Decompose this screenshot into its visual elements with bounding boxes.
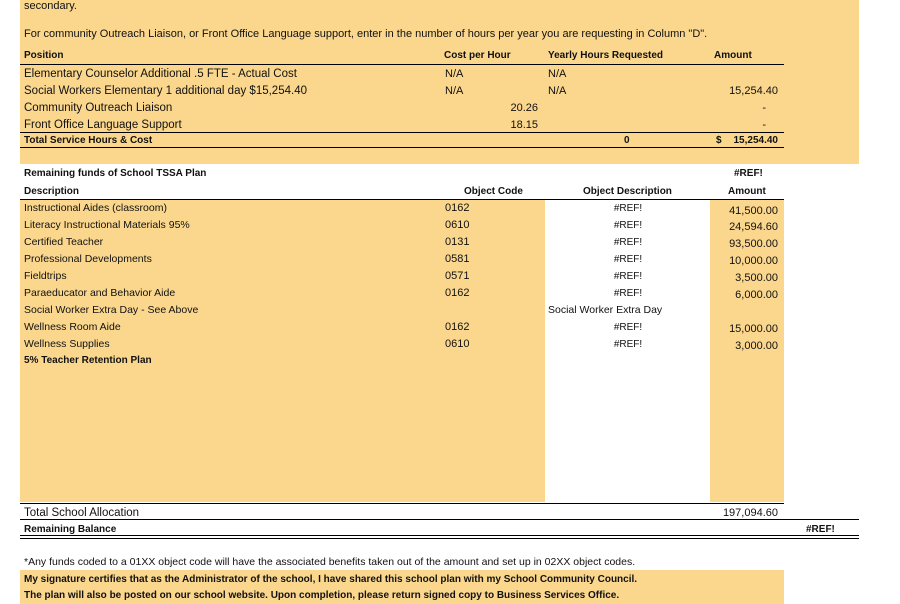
item-4-code[interactable]: 0581: [445, 253, 470, 265]
positions-header-amount: Amount: [714, 50, 752, 61]
item-5-description[interactable]: Fieldtrips: [24, 270, 67, 282]
item-7-description[interactable]: Social Worker Extra Day - See Above: [24, 304, 199, 316]
item-8-description[interactable]: Wellness Room Aide: [24, 321, 121, 333]
item-7-objdesc[interactable]: Social Worker Extra Day: [548, 304, 663, 316]
allocation-bottom-rule: [20, 519, 859, 520]
instruction-line-2: For community Outreach Liaison, or Front Office Language support, enter in the number of hours per year you are requesting in Column "D".: [24, 28, 708, 40]
item-2-description[interactable]: Literacy Instructional Materials 95%: [24, 219, 190, 231]
item-3-objdesc[interactable]: #REF!: [613, 237, 643, 248]
position-row-3-name[interactable]: Community Outreach Liaison: [24, 102, 173, 114]
positions-total-currency: $: [716, 135, 722, 146]
remaining-balance-value: #REF!: [806, 524, 835, 535]
position-row-4-amount[interactable]: -: [762, 119, 766, 131]
item-5-code[interactable]: 0571: [445, 270, 470, 282]
remaining-funds-value: #REF!: [734, 168, 763, 179]
item-2-code[interactable]: 0610: [445, 219, 470, 231]
item-5-objdesc[interactable]: #REF!: [613, 271, 643, 282]
total-allocation-label: Total School Allocation: [24, 507, 140, 519]
item-9-objdesc[interactable]: #REF!: [613, 339, 643, 350]
item-8-objdesc[interactable]: #REF!: [613, 322, 643, 333]
item-6-objdesc[interactable]: #REF!: [613, 288, 643, 299]
balance-double-rule-2: [20, 538, 859, 539]
total-allocation-value: 197,094.60: [722, 507, 778, 519]
item-9-description[interactable]: Wellness Supplies: [24, 338, 110, 350]
item-1-code[interactable]: 0162: [445, 202, 470, 214]
position-row-2-amount[interactable]: 15,254.40: [729, 85, 778, 97]
item-1-amount[interactable]: 41,500.00: [729, 205, 778, 217]
item-8-code[interactable]: 0162: [445, 321, 470, 333]
items-header-code: Object Code: [464, 186, 523, 197]
items-header-amount: Amount: [728, 186, 766, 197]
positions-total-hours: 0: [624, 135, 630, 146]
item-1-objdesc[interactable]: #REF!: [613, 203, 643, 214]
position-row-4-cost[interactable]: 18.15: [510, 119, 538, 131]
item-6-amount[interactable]: 6,000.00: [735, 289, 778, 301]
signature-statement-2: The plan will also be posted on our school website. Upon completion, please return signed copy to Business Services Office.: [24, 590, 620, 601]
item-10-description[interactable]: 5% Teacher Retention Plan: [24, 355, 152, 366]
position-row-4-name[interactable]: Front Office Language Support: [24, 119, 182, 131]
remaining-balance-label: Remaining Balance: [24, 524, 117, 535]
positions-total-label: Total Service Hours & Cost: [24, 135, 153, 146]
position-row-2-cost[interactable]: N/A: [445, 85, 464, 97]
positions-total-rule: [20, 132, 784, 133]
item-3-amount[interactable]: 93,500.00: [729, 238, 778, 250]
item-1-description[interactable]: Instructional Aides (classroom): [24, 202, 167, 214]
item-9-code[interactable]: 0610: [445, 338, 470, 350]
allocation-top-rule: [20, 503, 784, 504]
items-header-rule: [20, 199, 784, 200]
position-row-2-name[interactable]: Social Workers Elementary 1 additional day $15,254.40: [24, 85, 307, 97]
position-row-1-cost[interactable]: N/A: [445, 68, 464, 80]
positions-header-hours: Yearly Hours Requested: [548, 50, 664, 61]
position-row-1-hours[interactable]: N/A: [548, 68, 567, 80]
item-3-description[interactable]: Certified Teacher: [24, 236, 104, 248]
item-6-description[interactable]: Paraeducator and Behavior Aide: [24, 287, 176, 299]
item-8-amount[interactable]: 15,000.00: [729, 323, 778, 335]
item-3-code[interactable]: 0131: [445, 236, 470, 248]
positions-total-bottom-rule: [20, 147, 784, 148]
item-5-amount[interactable]: 3,500.00: [735, 272, 778, 284]
balance-double-rule-1: [20, 535, 859, 536]
item-2-amount[interactable]: 24,594.60: [729, 221, 778, 233]
item-9-amount[interactable]: 3,000.00: [735, 340, 778, 352]
remaining-funds-label: Remaining funds of School TSSA Plan: [24, 168, 207, 179]
item-2-objdesc[interactable]: #REF!: [613, 220, 643, 231]
item-6-code[interactable]: 0162: [445, 287, 470, 299]
positions-header-cost: Cost per Hour: [444, 50, 511, 61]
position-row-3-cost[interactable]: 20.26: [510, 102, 538, 114]
items-header-description: Description: [24, 186, 80, 197]
item-4-objdesc[interactable]: #REF!: [613, 254, 643, 265]
position-row-1-name[interactable]: Elementary Counselor Additional .5 FTE - Actual Cost: [24, 68, 297, 80]
items-header-objdesc: Object Description: [583, 186, 672, 197]
signature-statement-1: My signature certifies that as the Administrator of the school, I have shared this school plan with my School Community Council.: [24, 574, 638, 585]
position-row-2-hours[interactable]: N/A: [548, 85, 567, 97]
positions-header-rule: [20, 64, 784, 65]
instruction-line-1: secondary.: [24, 0, 77, 12]
positions-header-position: Position: [24, 50, 64, 61]
benefits-note: *Any funds coded to a 01XX object code will have the associated benefits taken out of the amount and set up in 02XX object codes.: [24, 556, 636, 568]
item-4-description[interactable]: Professional Developments: [24, 253, 152, 265]
position-row-3-amount[interactable]: -: [762, 102, 766, 114]
positions-total-amount: 15,254.40: [733, 135, 778, 146]
item-4-amount[interactable]: 10,000.00: [729, 255, 778, 267]
